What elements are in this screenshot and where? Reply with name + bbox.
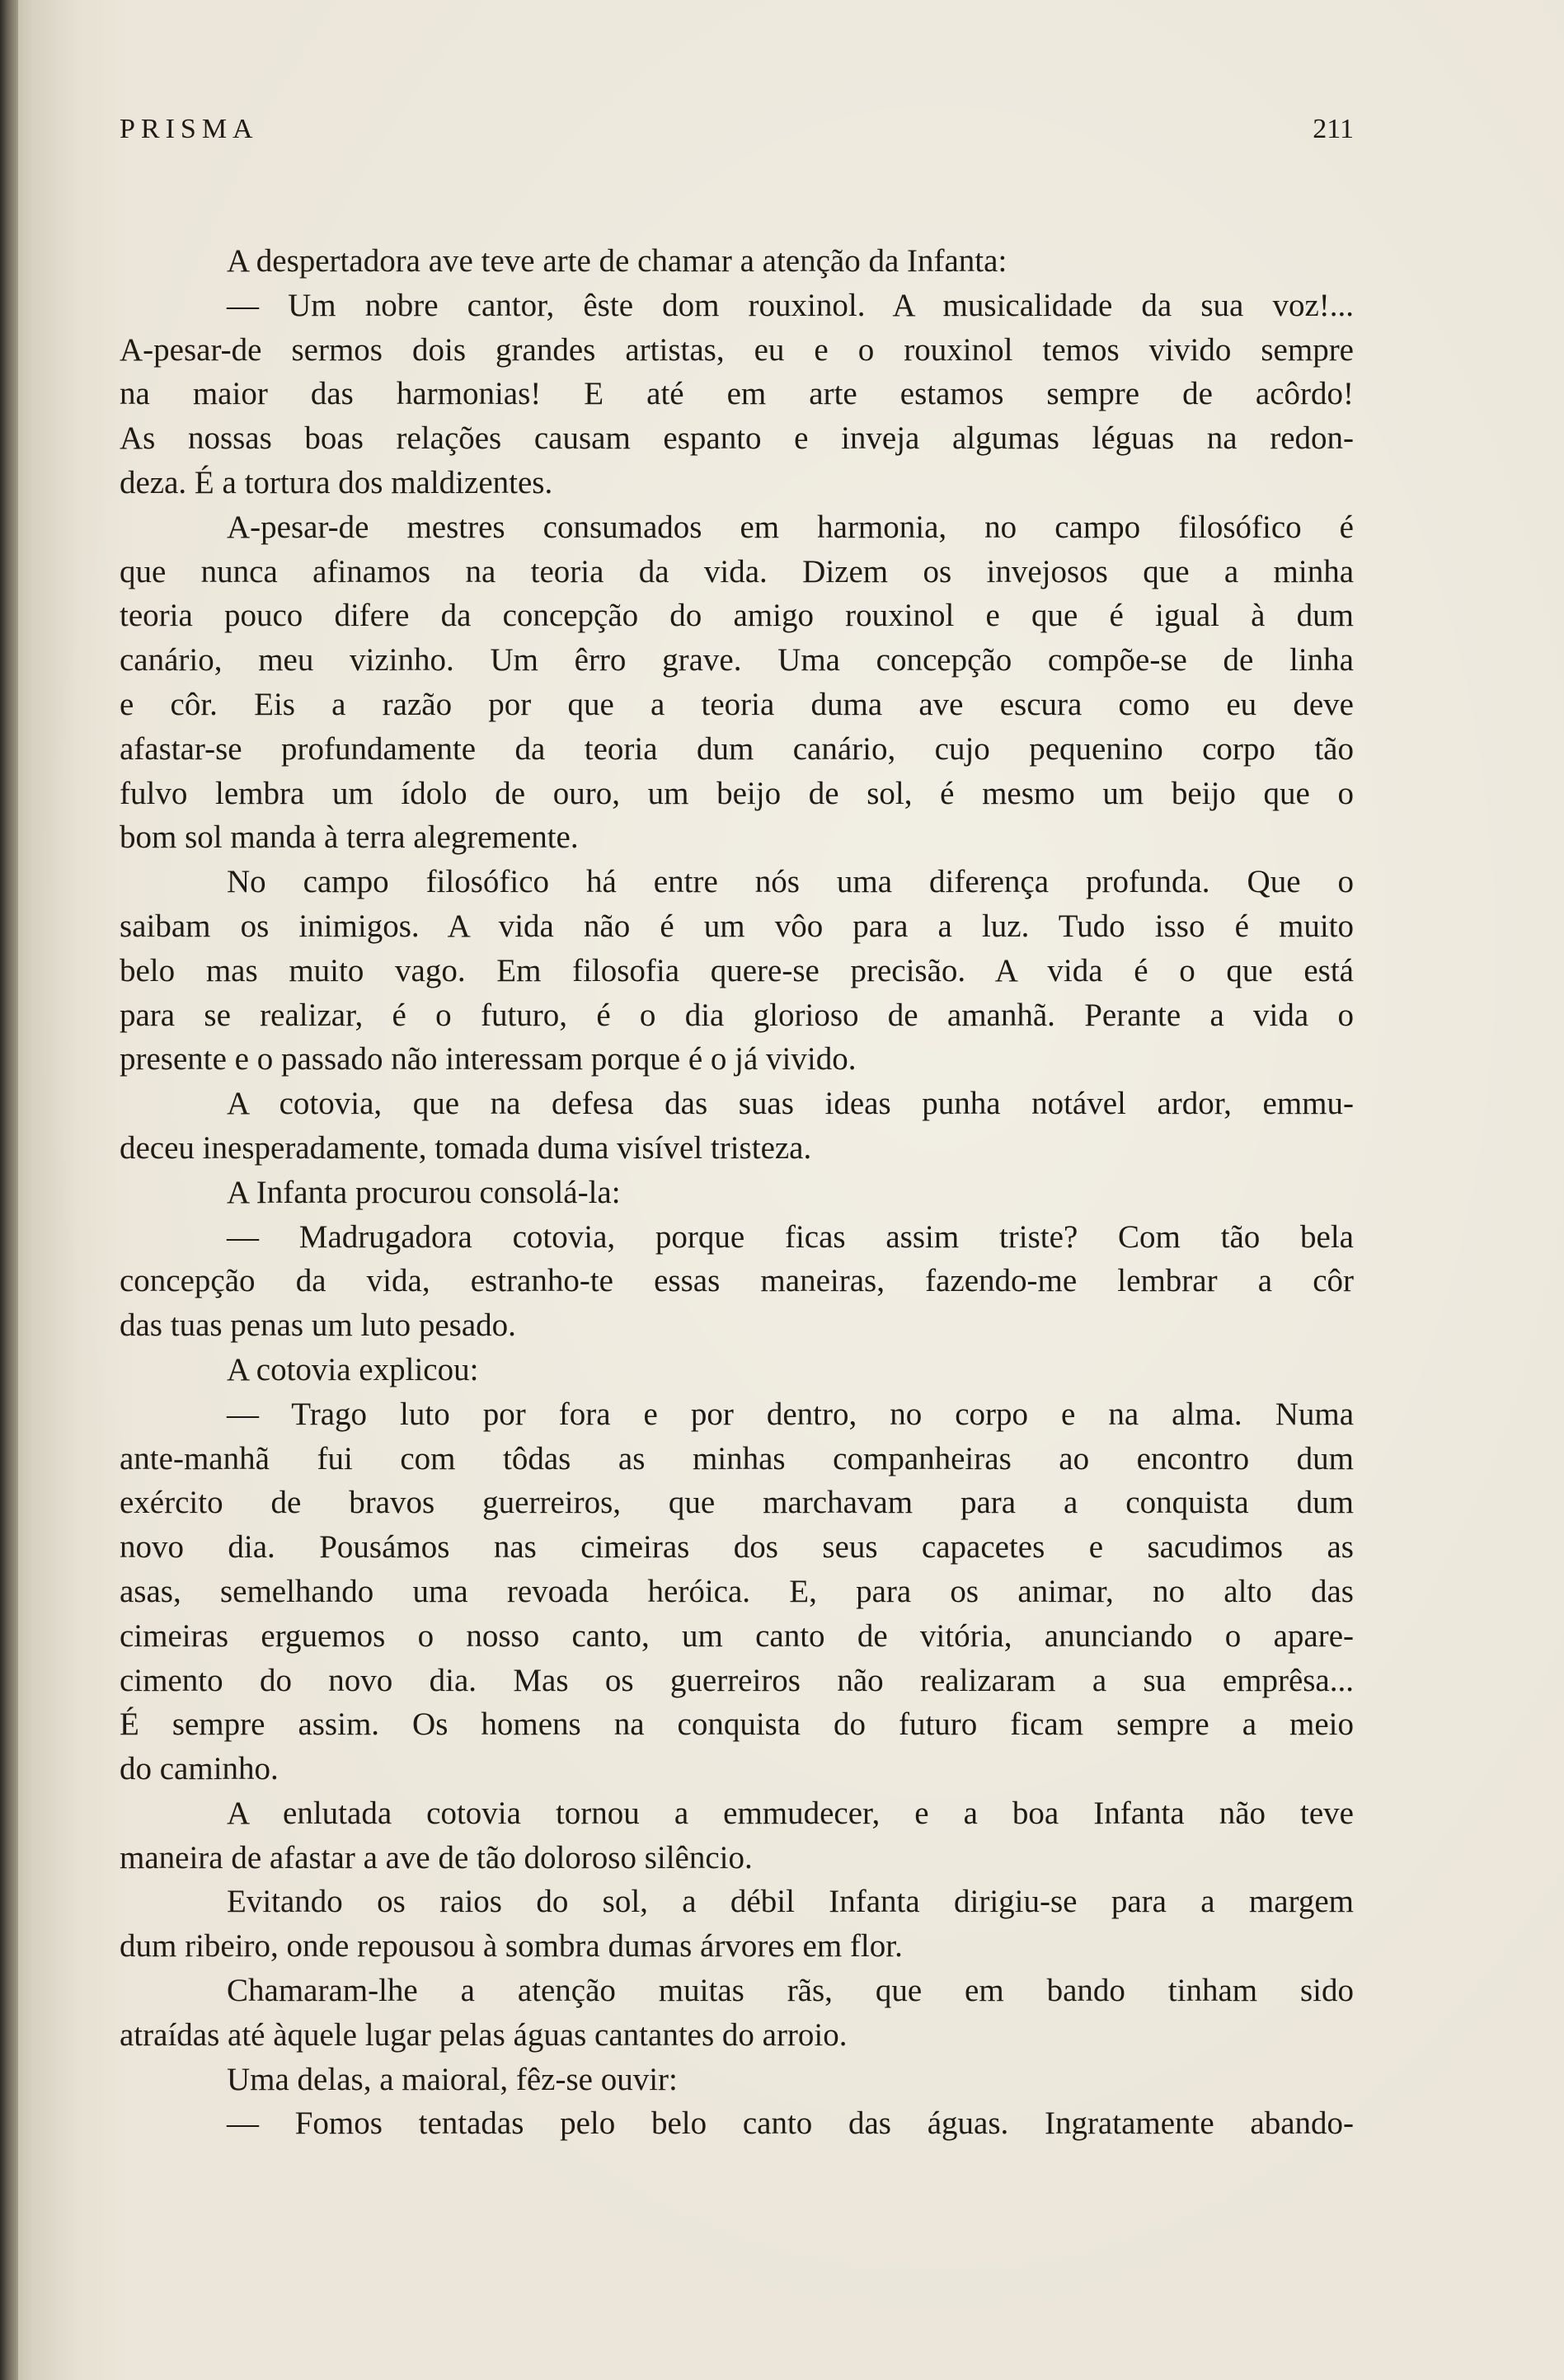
text-line: asas, semelhando uma revoada heróica. E, para os animar, no alto das bbox=[120, 1573, 1354, 1609]
text-line: dum ribeiro, onde repousou à sombra dumas árvores em flor. bbox=[120, 1928, 903, 1965]
text-line: As nossas boas relações causam espanto e inveja algumas léguas na redon- bbox=[120, 420, 1354, 457]
text-line: — Trago luto por fora e por dentro, no corpo e na alma. Numa bbox=[227, 1396, 1354, 1432]
body-text bbox=[120, 239, 1354, 2146]
text-line: É sempre assim. Os homens na conquista do futuro ficam sempre a meio bbox=[120, 1706, 1354, 1743]
text-line: novo dia. Pousámos nas cimeiras dos seus capacetes e sacudimos as bbox=[120, 1529, 1354, 1566]
book-spine-shadow bbox=[0, 0, 18, 2380]
text-line: ante-manhã fui com tôdas as minhas companheiras ao encontro dum bbox=[120, 1440, 1354, 1476]
text-line: Chamaram-lhe a atenção muitas rãs, que em bando tinham sido bbox=[227, 1973, 1354, 2009]
text-line: — Um nobre cantor, êste dom rouxinol. A musicalidade da sua voz!... bbox=[227, 287, 1354, 323]
text-line: maneira de afastar a ave de tão doloroso silêncio. bbox=[120, 1839, 753, 1875]
text-line: A enlutada cotovia tornou a emmudecer, e a boa Infanta não teve bbox=[227, 1795, 1354, 1831]
text-line: bom sol manda à terra alegremente. bbox=[120, 819, 579, 856]
text-line: fulvo lembra um ídolo de ouro, um beijo de sol, é mesmo um beijo que o bbox=[120, 775, 1354, 811]
text-line: A-pesar-de sermos dois grandes artistas, eu e o rouxinol temos vivido sempre bbox=[120, 331, 1354, 368]
text-line: exército de bravos guerreiros, que marchavam para a conquista dum bbox=[120, 1485, 1354, 1521]
text-line: canário, meu vizinho. Um êrro grave. Uma concepção compõe-se de linha bbox=[120, 642, 1354, 678]
text-line: deza. É a tortura dos maldizentes. bbox=[120, 464, 553, 500]
text-line: atraídas até àquele lugar pelas águas cantantes do arroio. bbox=[120, 2016, 848, 2053]
text-line: A cotovia, que na defesa das suas ideas punha notável ardor, emmu- bbox=[227, 1086, 1354, 1122]
page-header bbox=[120, 114, 1354, 155]
text-line: concepção da vida, estranho-te essas maneiras, fazendo-me lembrar a côr bbox=[120, 1263, 1354, 1299]
text-line: A cotovia explicou: bbox=[227, 1351, 479, 1387]
text-line: e côr. Eis a razão por que a teoria duma ave escura como eu deve bbox=[120, 686, 1354, 722]
page-number: 211 bbox=[1313, 114, 1354, 144]
text-line: A-pesar-de mestres consumados em harmonia, no campo filosófico é bbox=[227, 509, 1354, 545]
text-line: belo mas muito vago. Em filosofia quere-se precisão. A vida é o que está bbox=[120, 952, 1354, 988]
text-line: teoria pouco difere da concepção do amigo rouxinol e que é igual à dum bbox=[120, 598, 1354, 634]
text-line: A despertadora ave teve arte de chamar a atenção da Infanta: bbox=[227, 243, 1007, 279]
text-line: — Fomos tentadas pelo belo canto das águas. Ingratamente abando- bbox=[227, 2105, 1354, 2142]
text-line: — Madrugadora cotovia, porque ficas assim triste? Com tão bela bbox=[227, 1218, 1354, 1255]
running-head: PRISMA bbox=[120, 114, 259, 144]
text-line: cimento do novo dia. Mas os guerreiros não realizaram a sua emprêsa... bbox=[120, 1662, 1354, 1698]
text-line: do caminho. bbox=[120, 1751, 279, 1787]
text-line: Evitando os raios do sol, a débil Infanta dirigiu-se para a margem bbox=[227, 1884, 1354, 1920]
text-line: presente e o passado não interessam porque é o já vivido. bbox=[120, 1041, 857, 1077]
text-line: das tuas penas um luto pesado. bbox=[120, 1307, 516, 1344]
text-line: que nunca afinamos na teoria da vida. Dizem os invejosos que a minha bbox=[120, 553, 1354, 589]
text-line: afastar-se profundamente da teoria dum canário, cujo pequenino corpo tão bbox=[120, 730, 1354, 767]
text-line: cimeiras erguemos o nosso canto, um canto de vitória, anunciando o apare- bbox=[120, 1617, 1354, 1654]
text-line: No campo filosófico há entre nós uma diferença profunda. Que o bbox=[227, 864, 1354, 900]
text-line: deceu inesperadamente, tomada duma visível tristeza. bbox=[120, 1129, 812, 1166]
text-line: Uma delas, a maioral, fêz-se ouvir: bbox=[227, 2061, 678, 2097]
text-line: para se realizar, é o futuro, é o dia glorioso de amanhã. Perante a vida o bbox=[120, 997, 1354, 1033]
text-line: A Infanta procurou consolá-la: bbox=[227, 1174, 621, 1210]
text-line: na maior das harmonias! E até em arte estamos sempre de acôrdo! bbox=[120, 376, 1354, 412]
text-line: saibam os inimigos. A vida não é um vôo para a luz. Tudo isso é muito bbox=[120, 908, 1354, 944]
